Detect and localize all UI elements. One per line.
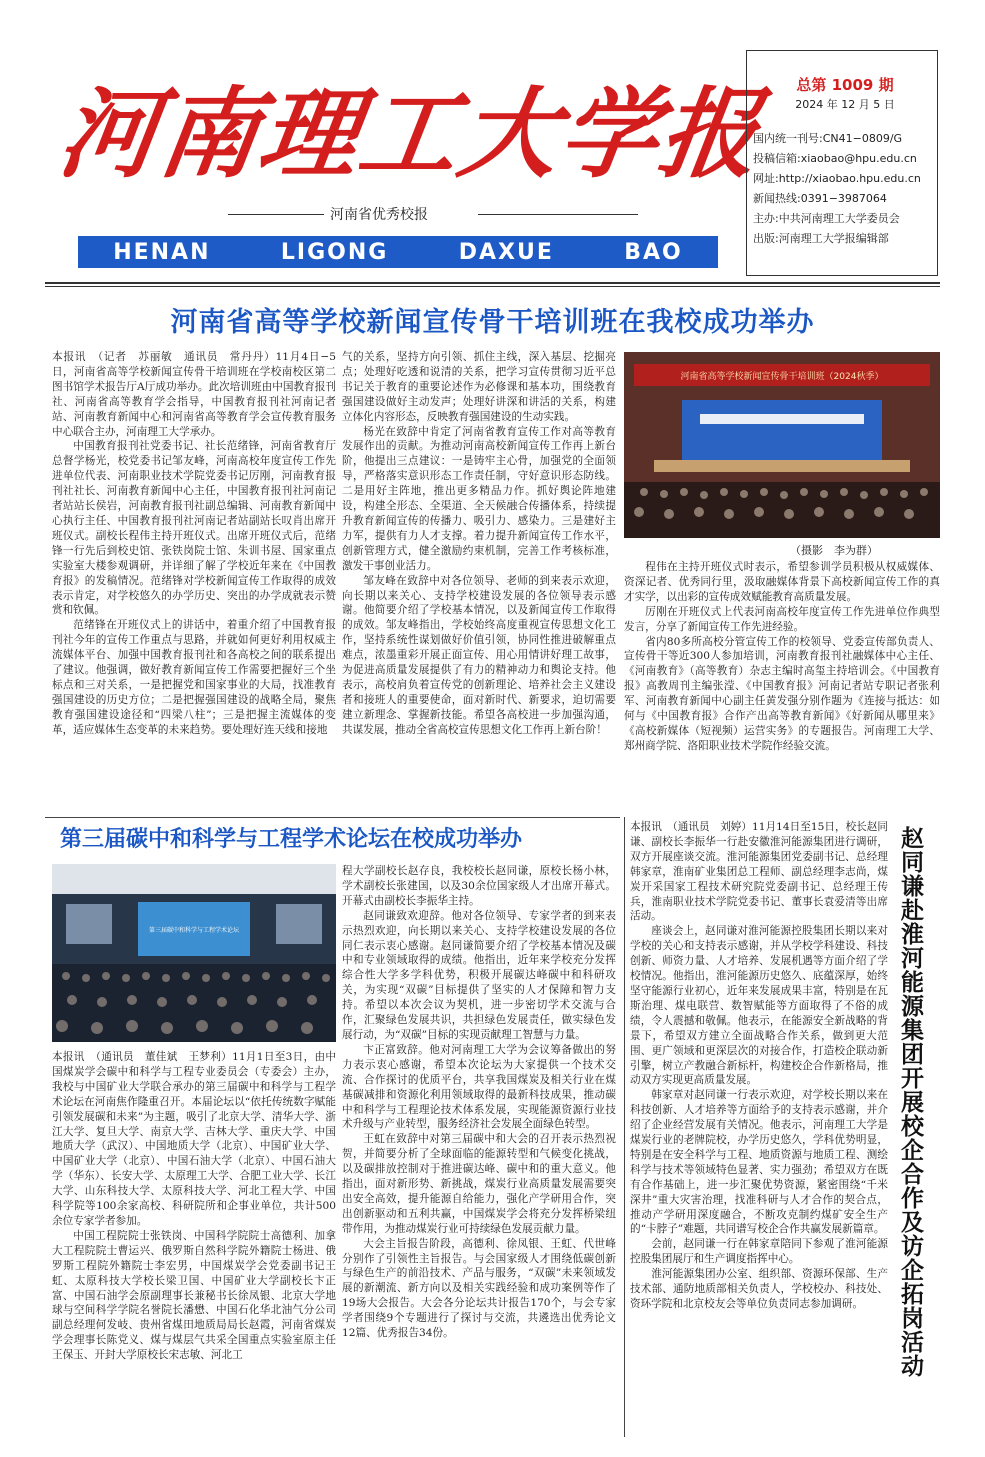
article-paragraph: 会前，赵同谦一行在韩家章陪同下参观了淮河能源控股集团展厅和生产调度指挥中心。 — [630, 1238, 888, 1266]
article-paragraph: 座谈会上，赵同谦对淮河能源控股集团长期以来对学校的关心和支持表示感谢，并从学校学科建设、科技创新、师资力量、人才培养、发展机遇等方面介绍了学校情况。他指出，淮河能源历史悠久、底蕴深厚，始终坚守能源行业初心，近年来发展成果丰富，特别是在瓦斯治理、煤电联营、数智赋能等方面取得了不俗的成绩，令人震撼和敬佩。他表示，在能源安全新战略的背景下，希望双方建立全面战略合作关系，做到更大范围、更广领域和更深层次的对接合作，打造校企联动新引擎，树立产教融合新标杆，构建校企合作新格局，推动双方实现更高质量发展。 — [630, 925, 888, 1087]
issue-date: 2024 年 12 月 5 日 — [795, 98, 895, 111]
article-paragraph: 程伟在主持开班仪式时表示，希望参训学员积极从权威媒体、资深记者、优秀同行里，汲取融媒体背景下高校新闻宣传工作的真才实学，以出彩的宣传成效赋能教育高质量发展。 — [624, 561, 940, 603]
article3-body — [630, 820, 888, 1446]
article1-headline: 河南省高等学校新闻宣传骨干培训班在我校成功举办 — [170, 307, 815, 338]
pinyin-word: DAXUE — [458, 239, 554, 265]
info-line: 国内统一刊号:CN41−0809/G — [753, 132, 903, 145]
slogan-divider — [228, 214, 324, 215]
pinyin-word: BAO — [624, 239, 683, 265]
info-line: 投稿信箱:xiaobao@hpu.edu.cn — [753, 152, 917, 165]
article-paragraph: 本报讯 （通讯员 董佳斌 王梦利）11月1日至3日，由中国煤炭学会碳中和科学与工程专业委员会（专委会）主办，我校与中国矿业大学联合承办的第三届碳中和科学与工程学术论坛在河南焦作隆重召开。本届论坛以“依托传统数字赋能引领发展碳和未来”为主题，吸引了北京大学、清华大学、浙江大学、复旦大学、南京大学、吉林大学、重庆大学、中国地质大学（武汉）、中国地质大学（北京）、中国矿业大学、中国矿业大学（北京）、中国石油大学（北京）、中国石油大学（华东）、长安大学、太原理工大学、合肥工业大学、长江大学、山东科技大学、太原科技大学、河北工程大学、中国科学院等100余家高校、科研院所和企事业单位，共计500余位专家学者参加。 — [52, 1051, 336, 1227]
info-line: 网址:http://xiaobao.hpu.edu.cn — [753, 172, 921, 185]
info-line: 出版:河南理工大学报编辑部 — [753, 232, 889, 245]
photo-banner-text: 河南省高等学校新闻宣传骨干培训班（2024秋季） — [680, 372, 884, 382]
forum-photo — [52, 864, 336, 1042]
article-paragraph: 卞正富致辞。他对河南理工大学为会议筹备做出的努力表示衷心感谢，希望本次论坛为大家提供一个技术交流、合作探讨的优质平台，共享我国煤炭及相关行业在煤基碳减排和资源化利用领域取得的最新科技成果，推动碳中和科学与工程理论技术体系发展，实现能源资源行业技术升级与产业转型，服务经济社会发展全面绿色转型。 — [342, 1043, 616, 1131]
article1-column-3 — [624, 560, 940, 810]
issue-number: 总第 1009 期 — [796, 76, 894, 94]
article-paragraph: 厉刚在开班仪式上代表河南高校年度宣传工作先进单位作典型发言，分享了新闻宣传工作先进经验。 — [624, 605, 940, 633]
article-paragraph: 赵同谦致欢迎辞。他对各位领导、专家学者的到来表示热烈欢迎，向长期以来关心、支持学校建设发展的各位同仁表示衷心感谢。赵同谦简要介绍了学校基本情况及碳中和专业领域取得的成绩。他指出，近年来学校充分发挥综合性大学多学科优势，积极开展碳达峰碳中和科研攻关，为实现“双碳”目标提供了坚实的人才保障和智力支持。希望以本次会议为契机，进一步密切学术交流与合作，汇聚绿色发展共识，共担绿色发展责任，做实绿色发展行动，为“双碳”目标的实现贡献理工智慧与力量。 — [342, 909, 616, 1041]
pinyin-bar — [78, 236, 718, 268]
article-paragraph: 本报讯 （记者 苏丽敏 通讯员 常丹丹）11月4日−5日，河南省高等学校新闻宣传骨干培训班在学校南校区第二图书馆学术报告厅A厅成功举办。此次培训班由中国教育报刊社、河南省高等教育学会指导，中国教育报刊社河南记者站、河南教育新闻中心和河南省高等教育学会宣传教育服务中心联合主办，河南理工大学承办。 — [52, 351, 336, 438]
slogan-divider — [478, 214, 638, 215]
logo-text: 河南理工大学报 — [51, 77, 769, 192]
article-paragraph: 程大学副校长赵存良，我校校长赵同谦，原校长杨小林，学术副校长张建国，以及30余位国家级人才出席开幕式。开幕式由副校长李振华主持。 — [342, 865, 616, 907]
section-divider — [45, 817, 620, 818]
pinyin-word: LIGONG — [280, 239, 389, 265]
photo-illustration — [624, 352, 940, 538]
article-paragraph: 气的关系，坚持方向引领、抓住主线，深入基层、挖掘亮点；处理好吃透和说清的关系，把学习宣传贯彻习近平总书记关于教育的重要论述作为必修课和基本功，围绕教育强国建设做好主动发声；处理好讲深和讲活的关系，构建立体化内容形态，反映教育强国建设的生动实践。 — [342, 351, 616, 423]
article-paragraph: 王虹在致辞中对第三届碳中和大会的召开表示热烈祝贺，并简要分析了全球面临的能源转型和气候变化挑战，以及碳排放控制对于推进碳达峰、碳中和的重大意义。他指出，面对新形势、新挑战，煤炭行业高质量发展需要突出安全高效，提升能源自给能力，强化产学研用合作，突出创新驱动和五利共赢，中国煤炭学会将充分发挥桥梁纽带作用，为推动煤炭行业可持续绿色发展贡献力量。 — [342, 1133, 616, 1235]
newspaper-logo — [51, 60, 769, 210]
photo-illustration — [52, 864, 336, 1042]
pinyin-word: HENAN — [113, 239, 211, 265]
masthead-rule — [45, 282, 940, 284]
article-paragraph: 省内80多所高校分管宣传工作的校领导、党委宣传部负责人、宣传骨干等近300人参加培训，河南教育报刊社融媒体中心主任、《河南教育》（高等教育）杂志主编时高玺主持培训会。《中国教育报》高教周刊主编张滢、《中国教育报》河南记者站专职记者张利军、河南教育新闻中心副主任黄发强分别作题为《连接与抵达：如何与《中国教育报》合作产出高等教育新闻》《好新闻从哪里来》《高校新媒体（短视频）运营实务》的专题报告。河南理工大学、郑州商学院、洛阳职业技术学院作经验交流。 — [624, 635, 940, 752]
article-paragraph: 中国教育报刊社党委书记、社长范绪锋，河南省教育厅总督学杨光，校党委书记邹友峰，河南高校年度宣传工作先进单位代表、河南职业技术学院党委书记厉刚，河南教育报刊社社长、河南教育新闻中心主任，中国教育报刊社河南记者站站长侯岩，河南教育报刊社副总编辑、河南教育新闻中心执行主任、中国教育报刊社河南记者站副站长叹肖出席开班仪式。副校长程伟主持开班仪式。出席开班仪式后，范绪锋一行先后到校史馆、张铁岗院士馆、朱训书屋、国家重点实验室大楼参观调研，并详细了解了学校近年来在《中国教育报》的发稿情况。范绪锋对学校新闻宣传工作取得的成效表示肯定，对学校悠久的办学历史、突出的办学成就表示赞赏和钦佩。 — [52, 440, 336, 617]
article-paragraph: 淮河能源集团办公室、组织部、资源环保部、生产技术部、通防地质部相关负责人，学校校办、科技处、资环学院和北京校友会等单位负责同志参加调研。 — [630, 1268, 888, 1310]
photo-banner-text: 第三届碳中和科学与工程学术论坛 — [148, 927, 240, 934]
article-paragraph: 大会主旨报告阶段，高德利、徐凤银、王虹、代世峰分别作了引领性主旨报告。与会国家级人才围绕低碳创新与绿色生产的前沿技术、产品与服务，“双碳”未来领域发展的新潮流、新方向以及相关实践经验和成功案例等作了19场大会报告。大会各分论坛共计报告170个，与会专家学者围绕9个专题进行了探讨与交流，共遴选出优秀论文12篇、优秀报告34份。 — [342, 1237, 616, 1340]
article-paragraph: 邹友峰在致辞中对各位领导、老师的到来表示欢迎，向长期以来关心、支持学校建设发展的各位领导表示感谢。他简要介绍了学校基本情况，以及新闻宣传工作取得的成效。邹友峰指出，学校始终高度重视宣传思想文化工作，坚持系统性谋划做好价值引领，协同性推进破解重点难点，浓墨重彩开展正面宣传、用心用情讲好理工故事，为促进高质量发展提供了有力的精神动力和舆论支持。他表示，高校肩负着宣传党的创新理论、培养社会主义建设者和接班人的重要使命，面对新时代、新要求，迫切需要建立新理念、掌握新技能。希望各高校进一步加强沟通，共谋发展，推动全省高校宣传思想文化工作再上新台阶！ — [342, 574, 616, 736]
article-paragraph: 本报讯 （通讯员 刘婷）11月14日至15日，校长赵同谦、副校长李振华一行赴安徽淮河能源集团进行调研，双方开展座谈交流。淮河能源集团党委副书记、总经理韩家章，淮南矿业集团总工程师、副总经理李志尚，煤炭开采国家工程技术研究院党委副书记、总经理王传兵，淮南职业技术学院党委书记、董事长袁爱清等出席活动。 — [630, 821, 888, 923]
article-paragraph: 杨光在致辞中肯定了河南省教育宣传工作对高等教育发展作出的贡献。为推动河南高校新闻宣传工作再上新台阶，他提出三点建议：一是铸牢主心骨，加强党的全面领导，严格落实意识形态工作责任制，守好意识形态防线。二是用好主阵地，推出更多精品力作。抓好舆论阵地建设，构建全形态、全渠道、全天候融合传播体系，持续提升教育新闻宣传的传播力、吸引力、感染力。三是建好主力军，提供有力人才支撑。着力提升新闻宣传工作水平，创新管理方式，健全激励约束机制，完善工作考核标准，激发干事创业活力。 — [342, 425, 616, 572]
training-class-photo — [624, 352, 940, 538]
article-paragraph: 韩家章对赵同谦一行表示欢迎，对学校长期以来在科技创新、人才培养等方面给予的支持表示感谢，并介绍了企业经营发展有关情况。他表示，河南理工大学是煤炭行业的老牌院校，办学历史悠久，学科优势明显，特别是在安全科学与工程、地质资源与地质工程、测绘科学与技术等领域特色显著、实力强劲；希望双方在既有合作基础上，进一步汇聚优势资源，紧密围绕“千米深井”重大灾害治理，找准科研与人才合作的契合点，推动产学研用深度融合，不断攻克制约煤矿安全生产的“卡脖子”难题，共同谱写校企合作共赢发展新篇章。 — [630, 1089, 888, 1236]
article1-column-2 — [342, 350, 616, 815]
masthead-rule — [45, 286, 940, 287]
info-line: 新闻热线:0391−3987064 — [753, 192, 887, 205]
article3-headline: 赵同谦赴淮河能源集团开展校企合作及访企拓岗活动 — [897, 826, 923, 1378]
photo-credit: （摄影 李为群） — [790, 544, 878, 557]
article2-column-2 — [342, 864, 616, 1446]
slogan: 河南省优秀校报 — [330, 207, 428, 223]
article-paragraph: 范绪锋在开班仪式上的讲话中，着重介绍了中国教育报刊社今年的宣传工作重点与思路，并就如何更好利用权威主流媒体平台、加强中国教育报刊社和各高校之间的联系提出了建议。他强调，做好教育新闻宣传工作需要把握好三个坐标点和三对关系，一是把握党和国家事业的大局，找准教育强国建设的历史方位；二是把握强国建设的战略全局，聚焦教育强国建设途径和“四梁八柱”；三是把握主流媒体的变革，适应媒体生态变革的未来趋势。要处理好连天线和接地 — [52, 619, 336, 736]
article2-column-1 — [52, 1050, 336, 1446]
article2-headline: 第三届碳中和科学与工程学术论坛在校成功举办 — [60, 827, 523, 852]
info-line: 主办:中共河南理工大学委员会 — [753, 212, 900, 225]
article1-column-1 — [52, 350, 336, 815]
column-divider — [624, 817, 625, 1437]
publication-info-box — [746, 50, 938, 276]
article-paragraph: 中国工程院院士张铁岗、中国科学院院士高德利、加拿大工程院院士曹运兴、俄罗斯自然科学院外籍院士杨进、俄罗斯工程院外籍院士李宏男，中国煤炭学会党委副书记王虹、太原科技大学校长梁卫国、中国矿业大学副校长卞正富、中国石油学会原副理事长兼秘书长徐凤银、北京大学地球与空间科学学院名誉院长潘懋、中国石化华北油气分公司副总经理何发岐、贵州省煤田地质局局长赵霞，河南省煤炭学会理事长陈党义、煤与煤层气共采全国重点实验室原主任王保玉、开封大学原校长宋志敏、河北工 — [52, 1229, 336, 1362]
